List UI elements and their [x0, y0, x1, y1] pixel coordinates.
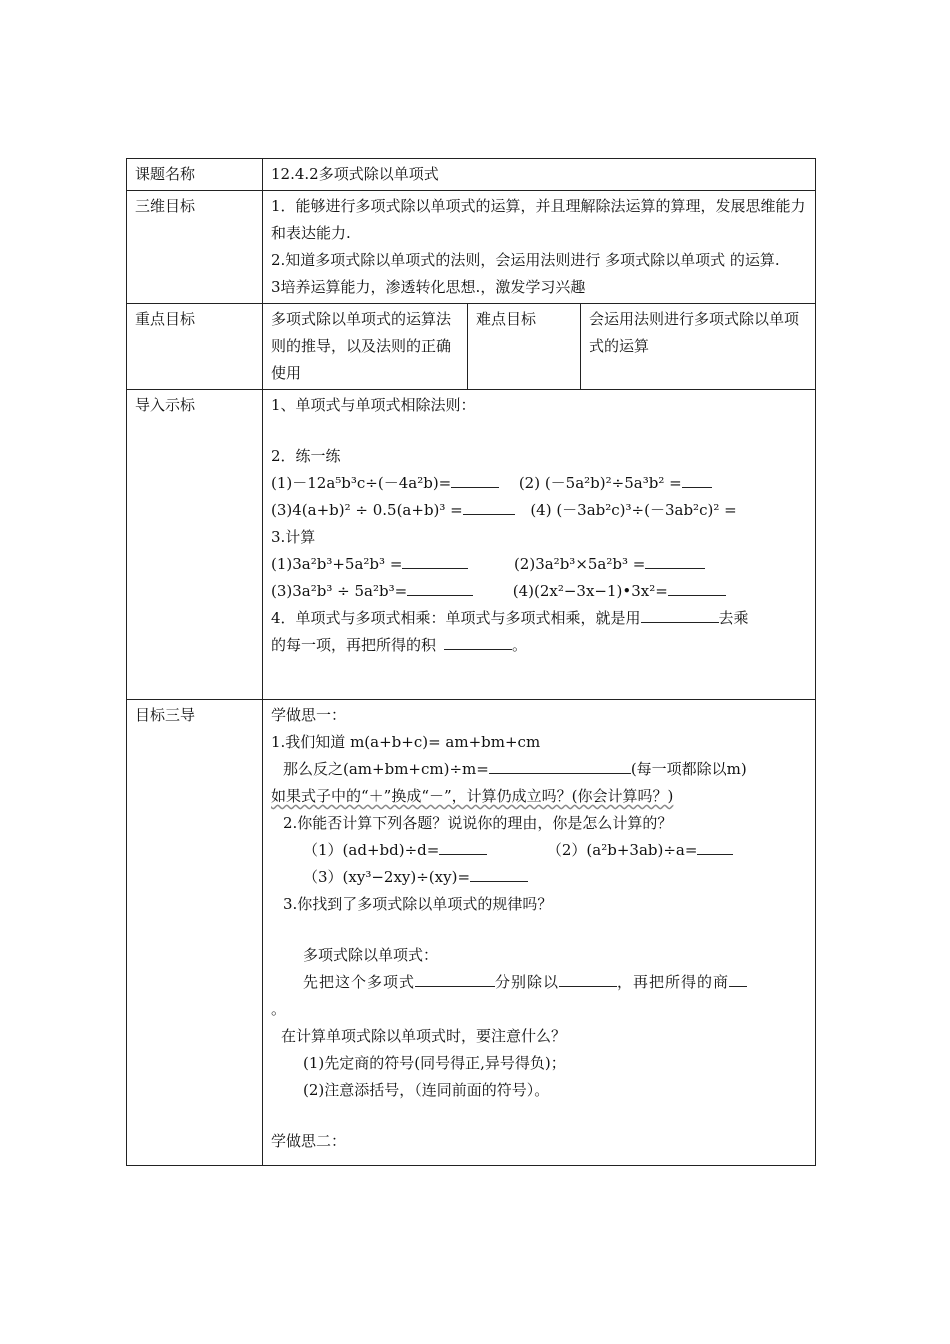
- guide-line-1: 1.我们知道 m(a+b+c)= am+bm+cm: [271, 733, 541, 751]
- topic-label: 课题名称: [127, 159, 263, 191]
- exercise-row-1: [271, 837, 807, 864]
- intro-content: [263, 390, 816, 700]
- wavy-question: 如果式子中的“＋”换成“－”，计算仍成立吗？(你会计算吗？): [271, 787, 674, 805]
- answer-blank[interactable]: [559, 970, 617, 987]
- answer-blank[interactable]: [682, 471, 712, 488]
- calc-1: (1)3a²b³+5a²b³ =: [271, 555, 403, 573]
- answer-blank[interactable]: [407, 579, 473, 596]
- rule-part-1: 先把这个多项式: [303, 973, 416, 991]
- intro-row: [127, 390, 816, 700]
- answer-blank[interactable]: [415, 970, 495, 987]
- rule-title: 多项式除以单项式：: [303, 946, 439, 964]
- calc-3: (3)3a²b³ ÷ 5a²b³=: [271, 582, 408, 600]
- answer-blank[interactable]: [645, 552, 705, 569]
- note-question: 在计算单项式除以单项式时，要注意什么？: [281, 1027, 567, 1045]
- key-value: 多项式除以单项式的运算法则的推导，以及法则的正确使用: [263, 304, 468, 390]
- goals-content: [263, 191, 816, 304]
- intro-line-4: [271, 605, 807, 632]
- practice-1: (1)－12a⁵b³c÷(－4a²b)=: [271, 474, 452, 492]
- practice-2: (2) (－5a²b)²÷5a³b² =: [518, 474, 682, 492]
- guide-line-4: 2.你能否计算下列各题？说说你的理由，你是怎么计算的？: [283, 814, 673, 832]
- calc-2: (2)3a²b³×5a²b³ =: [513, 555, 646, 573]
- intro-line-1: 1、单项式与单项式相除法则：: [271, 396, 476, 414]
- intro-line-5: [271, 632, 807, 659]
- rule-line: [271, 969, 807, 996]
- note-item-2: (2)注意添括号，（连同前面的符号）。: [303, 1081, 550, 1099]
- key-label: 重点目标: [127, 304, 263, 390]
- guide-content: [263, 700, 816, 1166]
- calc-4: (4)(2x²−3x−1)•3x²=: [512, 582, 668, 600]
- goals-row: [127, 191, 816, 304]
- exercise-2: （2）(a²b+3ab)÷a=: [546, 841, 698, 859]
- exercise-3: （3）(xy³−2xy)÷(xy)=: [303, 868, 471, 886]
- calc-row-2: [271, 578, 807, 605]
- goal-item-3: 3培养运算能力，渗透转化思想.，激发学习兴趣: [271, 278, 586, 296]
- exercise-row-2: [271, 864, 807, 891]
- rule-text-1: 4．单项式与多项式相乘：单项式与多项式相乘，就是用: [271, 609, 641, 627]
- intro-line-2: 2．练一练: [271, 447, 341, 465]
- answer-blank[interactable]: [668, 579, 726, 596]
- hard-value: 会运用法则进行多项式除以单项式的运算: [581, 304, 816, 390]
- guide-label: 目标三导: [127, 700, 263, 1166]
- key-row: [127, 304, 816, 390]
- answer-blank[interactable]: [444, 633, 512, 650]
- practice-row-2: [271, 497, 807, 524]
- reverse-note: (每一项都除以m): [630, 760, 747, 778]
- rule-text-3: 的每一项，再把所得的积: [271, 636, 437, 654]
- section-heading-1: 学做思一：: [271, 706, 347, 724]
- practice-4: (4) (－3ab²c)³÷(－3ab²c)² =: [530, 501, 737, 519]
- guide-line-2: [271, 756, 807, 783]
- answer-blank[interactable]: [641, 606, 719, 623]
- goal-item-2: 2.知道多项式除以单项式的法则，会运用法则进行 多项式除以单项式 的运算.: [271, 251, 780, 269]
- topic-row: [127, 159, 816, 191]
- intro-line-3: 3.计算: [271, 528, 316, 546]
- answer-blank[interactable]: [729, 970, 747, 987]
- hard-label: 难点目标: [468, 304, 581, 390]
- goal-item-1: 1．能够进行多项式除以单项式的运算，并且理解除法运算的算理，发展思维能力和表达能力.: [271, 197, 806, 242]
- answer-blank[interactable]: [489, 757, 631, 774]
- answer-blank[interactable]: [697, 838, 733, 855]
- topic-value: 12.4.2多项式除以单项式: [263, 159, 816, 191]
- goals-label: 三维目标: [127, 191, 263, 304]
- rule-part-3: ，再把所得的商: [617, 973, 730, 991]
- intro-label: 导入示标: [127, 390, 263, 700]
- reverse-text: 那么反之(am+bm+cm)÷m=: [283, 760, 489, 778]
- practice-row-1: [271, 470, 807, 497]
- guide-line-5: 3.你找到了多项式除以单项式的规律吗？: [283, 895, 553, 913]
- answer-blank[interactable]: [402, 552, 468, 569]
- rule-text-4: 。: [512, 636, 528, 654]
- exercise-1: （1）(ad+bd)÷d=: [303, 841, 440, 859]
- section-heading-2: 学做思二：: [271, 1132, 347, 1150]
- answer-blank[interactable]: [451, 471, 499, 488]
- rule-part-2: 分别除以: [495, 973, 560, 991]
- guide-row: [127, 700, 816, 1166]
- rule-text-2: 去乘: [718, 609, 749, 627]
- lesson-plan-table: [126, 158, 816, 1166]
- answer-blank[interactable]: [470, 865, 528, 882]
- note-item-1: (1)先定商的符号(同号得正,异号得负)；: [303, 1054, 566, 1072]
- answer-blank[interactable]: [463, 498, 515, 515]
- answer-blank[interactable]: [439, 838, 487, 855]
- guide-line-3: [271, 783, 807, 810]
- calc-row-1: [271, 551, 807, 578]
- practice-3: (3)4(a+b)² ÷ 0.5(a+b)³ =: [271, 501, 463, 519]
- rule-end: 。: [271, 1000, 287, 1018]
